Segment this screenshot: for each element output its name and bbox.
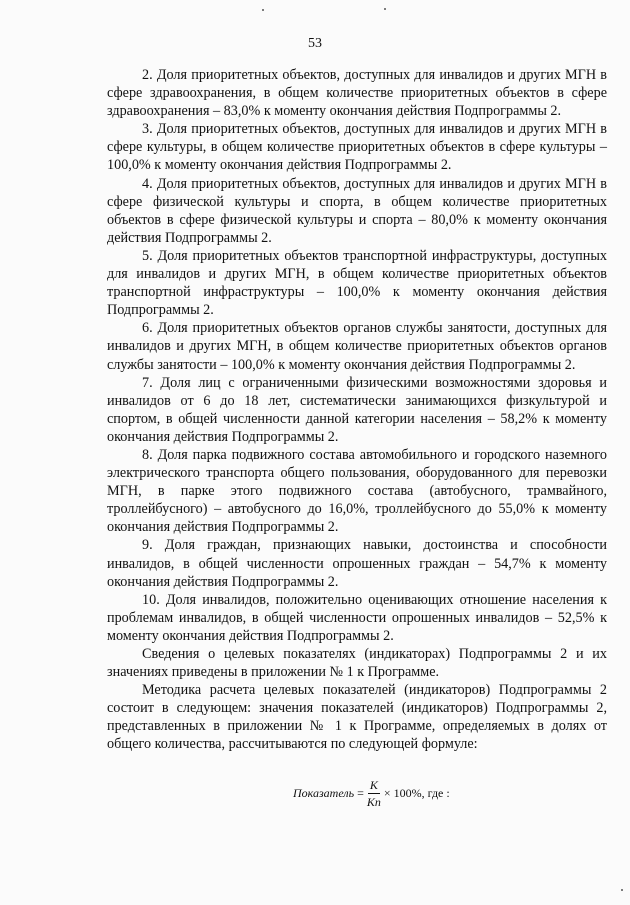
- paragraph-indicator-6: 6. Доля приоритетных объектов органов службы занятости, доступных для инвалидов и других МГН, в общем количестве приоритетных объектов органов службы занятости – 100,0% к моменту окончания действия Подпрограммы 2.: [107, 320, 607, 373]
- paragraph-indicator-2: 2. Доля приоритетных объектов, доступных для инвалидов и других МГН в сфере здравоохранения, в общем количестве приоритетных объектов в сфере здравоохранения – 83,0% к моменту окончания действия Подпрограммы 2.: [107, 67, 607, 120]
- formula: [293, 778, 450, 809]
- paragraph-indicator-7: 7. Доля лиц с ограниченными физическими возможностями здоровья и инвалидов от 6 до 18 лет, систематически занимающихся физкультурой и спортом, в общей численности данной категории населения – 58,2% к моменту окончания действия Подпрограммы 2.: [107, 374, 607, 445]
- scan-speck: [384, 8, 386, 10]
- scan-speck: [621, 889, 623, 891]
- paragraph-indicator-9: 9. Доля граждан, признающих навыки, достоинства и способности инвалидов, в общей численности опрошенных граждан – 54,7% к моменту окончания действия Подпрограммы 2.: [107, 537, 607, 590]
- paragraph-indicator-4: 4. Доля приоритетных объектов, доступных для инвалидов и других МГН в сфере физической культуры и спорта, в общем количестве приоритетных объектов в сфере физической культуры и спорта – 80,0% к моменту окончания действия Подпрограммы 2.: [107, 175, 607, 246]
- formula-rhs: × 100%, где :: [383, 786, 450, 800]
- scan-speck: [262, 9, 264, 11]
- body-text: [107, 66, 607, 754]
- formula-numerator: K: [369, 778, 378, 792]
- paragraph-indicator-3: 3. Доля приоритетных объектов, доступных для инвалидов и других МГН в сфере культуры, в общем количестве приоритетных объектов в сфере культуры – 100,0% к моменту окончания действия Подпрограммы 2.: [107, 121, 607, 174]
- page-number: 53: [308, 36, 322, 51]
- paragraph-indicators-info: Сведения о целевых показателях (индикаторах) Подпрограммы 2 и их значениях приведены в приложении № 1 к Программе.: [107, 646, 607, 681]
- paragraph-indicator-5: 5. Доля приоритетных объектов транспортной инфраструктуры, доступных для инвалидов и других МГН, в общем количестве приоритетных объектов транспортной инфраструктуры – 100,0% к моменту окончания действия Подпрограммы 2.: [107, 247, 607, 319]
- formula-denominator: Kn: [366, 795, 381, 809]
- paragraph-calculation-method: Методика расчета целевых показателей (индикаторов) Подпрограммы 2 состоит в следующем: значения показателей (индикаторов) Подпрограммы 2, представленных в приложении № 1 к Программе, определяемых в долях от общего количества, рассчитываются по следующей формуле:: [107, 682, 607, 753]
- formula-equals: =: [357, 786, 364, 800]
- formula-fraction: [367, 778, 381, 809]
- formula-lhs: Показатель: [293, 786, 355, 800]
- paragraph-indicator-10: 10. Доля инвалидов, положительно оценивающих отношение населения к проблемам инвалидов, в общей численности опрошенных инвалидов – 52,5% к моменту окончания действия Подпрограммы 2.: [107, 591, 607, 644]
- paragraph-indicator-8: 8. Доля парка подвижного состава автомобильного и городского наземного электрического транспорта общего пользования, оборудованного для перевозки МГН, в парке этого подвижного состава (автобусного, трамвайного, троллейбусного) – автобусного до 16,0%, троллейбусного до 55,0% к моменту окончания действия Подпрограммы 2.: [107, 446, 607, 536]
